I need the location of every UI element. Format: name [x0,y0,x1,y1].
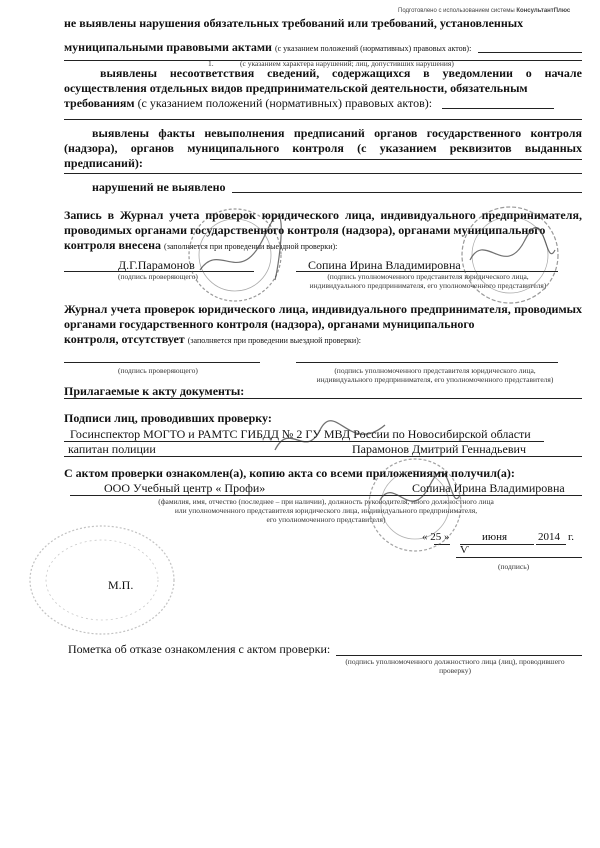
fill-line [210,159,582,160]
acquainted-title: С актом проверки ознакомлен(а), копию акта со всеми приложениями получил(а): [64,466,515,480]
date-quote-close: » [444,531,450,543]
inspectors-title: Подписи лиц, проводивших проверку: [64,411,272,425]
inspector-position: Госинспектор МОГТО и РАМТС ГИБДД № 2 ГУ МВД России по Новосибирской области [70,427,531,441]
inspector-signature: Д.Г.Парамонов [118,258,195,272]
date-year: 2014 [538,531,560,543]
caption-inspector: (подпись проверяющего) [118,366,198,375]
date-day-value: 25 [430,531,442,543]
consultant-header [398,8,570,14]
fill-line [64,173,582,174]
fill-line [442,108,554,109]
date-month: июня [482,531,508,543]
violations-line2 [64,40,471,55]
header-brand: КонсультантПлюс [516,8,571,14]
no-violations: нарушений не выявлено [92,180,226,194]
violations-line2-bold: муниципальными правовыми актами [64,40,272,54]
attached-docs-label: Прилагаемые к акту документы: [64,384,245,398]
date-quote-open: « [422,531,428,543]
acquainted-org: ООО Учебный центр « Профи» [104,481,266,495]
seal-stamp-icon [22,520,182,640]
violations-caption: (с указанием характера нарушений; лиц, допустивших нарушения) [240,59,454,68]
caption-signature: (подпись) [498,562,530,571]
caption-rep-1: (подпись уполномоченного представителя юридического лица, [327,272,529,281]
header-prefix: Подготовлено с использованием системы [398,8,515,14]
date-year-suffix: г. [568,531,575,543]
refusal-caption [340,657,570,675]
inconsistency-last-bold: требованиям [64,96,135,110]
acquainted-cap-3: его уполномоченного представителя) [266,515,386,524]
fill-line [64,398,582,399]
inconsistency-last-note: (с указанием положений (нормативных) правовых актов): [137,96,433,110]
violations-caption-num: 1. [208,59,214,68]
caption-representative [300,366,570,384]
refusal-cap-1: (подпись уполномоченного должностного лица (лиц), проводившего [345,657,565,666]
signature-mark: Ѵ [460,544,469,556]
violations-line2-note: (с указанием положений (нормативных) правовых актов): [274,44,472,53]
journal-absent-last-bold: контроля, отсутствует [64,332,185,346]
nonfulfillment-text [64,126,582,171]
seal-label: М.П. [108,578,134,592]
refusal-cap-2: проверку) [439,666,471,675]
journal-entry-last-note: (заполняется при проведении выездной проверки): [164,242,338,251]
round-stamp-icon [455,200,565,310]
inconsistency-last [64,96,432,111]
inspector-rank: капитан полиции [68,442,156,456]
journal-entry-text: Запись в Журнал учета проверок юридического лица, индивидуального предпринимателя, проводимых органами государственного контроля (надзора), органами муниципального [64,208,582,237]
acquainted-cap-1: (фамилия, имя, отчество (последнее – при наличии), должность руководителя, иного должностного лица [158,497,494,506]
refusal-label: Пометка об отказе ознакомления с актом проверки: [68,642,331,656]
fill-line [478,52,582,53]
signature-line [456,557,582,558]
inspector-name: Парамонов Дмитрий Геннадьевич [352,442,526,456]
round-stamp-icon [355,455,475,555]
signature-line [64,362,260,363]
fill-line [336,655,582,656]
representative-signature: Сопина Ирина Владимировна [308,258,461,272]
caption-rep-2: индивидуального предпринимателя, его уполномоченного представителя) [309,281,547,290]
date-year-line [536,544,566,545]
acquainted-person: Сопина Ирина Владимировна [412,481,565,495]
caption-rep-2: индивидуального предпринимателя, его уполномоченного представителя) [316,375,554,384]
journal-absent-last-note: (заполняется при проведении выездной проверки): [187,336,362,345]
nonfulfillment-text-content: выявлены факты невыполнения предписаний органов государственного контроля (надзора), органов муниципального контроля (с указанием реквизитов выданных предписаний): [64,126,582,170]
acquainted-cap-2: или уполномоченного представителя юридического лица, индивидуального предпринимателя, [174,506,478,515]
signature-line [296,362,558,363]
fill-line [70,495,582,496]
round-stamp-icon [180,200,290,310]
violations-line1: не выявлены нарушения обязательных требований или требований, установленных [64,16,524,30]
journal-entry-last-bold: контроля внесена [64,238,162,252]
fill-line [64,119,582,120]
fill-line [232,192,582,193]
journal-absent-last [64,332,361,347]
caption-rep-1: (подпись уполномоченного представителя юридического лица, [334,366,536,375]
journal-absent-text: Журнал учета проверок юридического лица, индивидуального предпринимателя, проводимых органами государственного контроля (надзора), органами муниципального [64,302,582,331]
inconsistency-text: выявлены несоответствия сведений, содержащихся в уведомлении о начале осуществления отдельных видов предпринимательской деятельности, обязательным [64,66,582,95]
caption-inspector: (подпись проверяющего) [118,272,198,281]
